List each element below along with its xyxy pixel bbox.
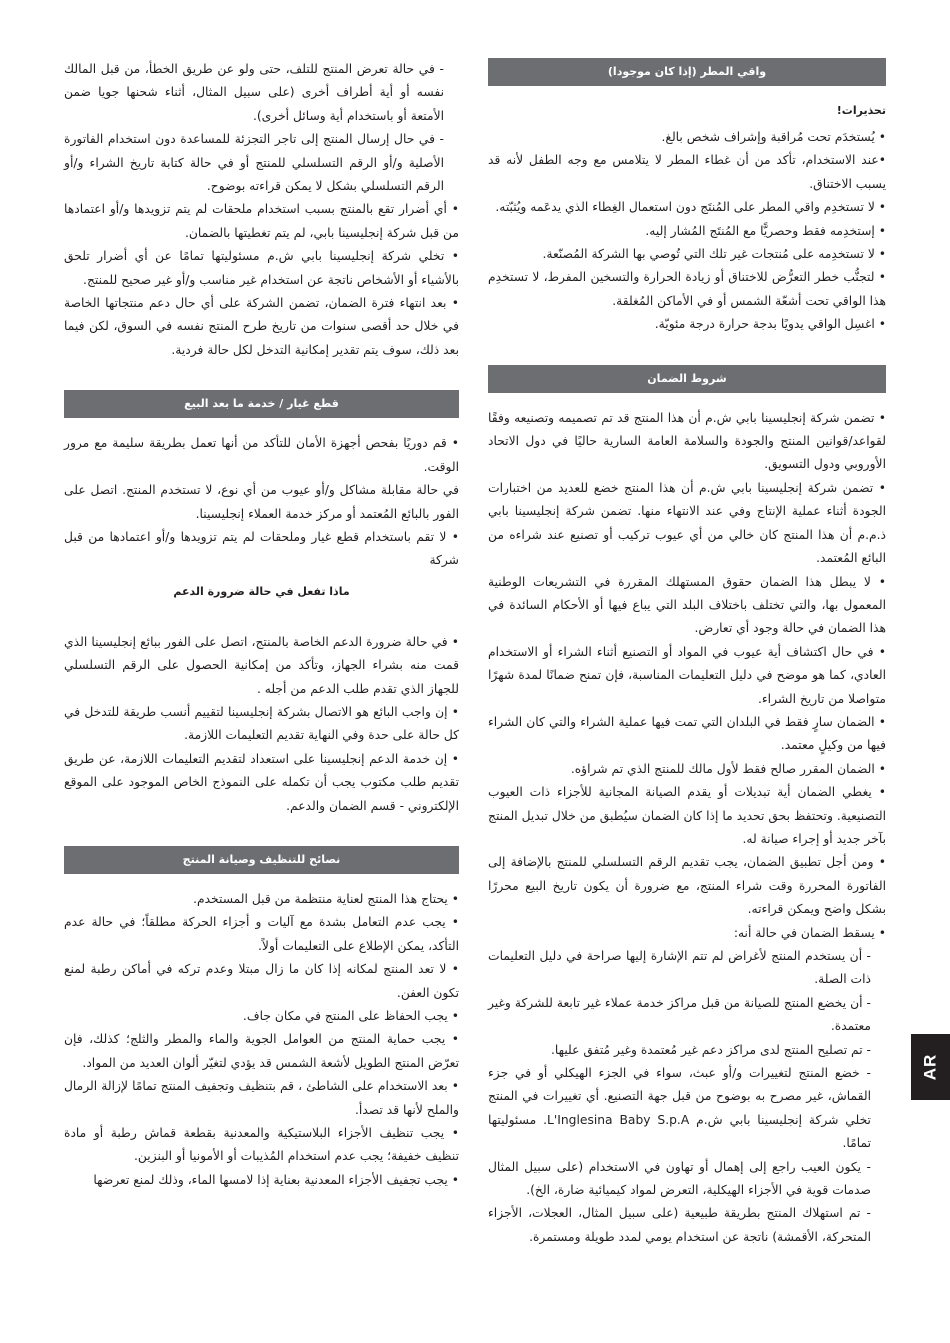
list-item: • يحتاج هذا المنتج لعناية منتظمة من قبل المستخدم. — [193, 891, 459, 906]
list-item: •عند الاستخدام، تأكد من أن غطاء المطر لا يتلامس مع وجه الطفل لأنه قد يسبب الاختناق. — [488, 153, 886, 191]
list-item: • يجب عدم التعامل بشدة مع آليات و أجزاء الحركة مطلقاً؛ في حالة عدم التأكد، يمكن الإطلاع على التعليمات أولاً. — [64, 915, 459, 953]
list-item: • قم دوريًا بفحص أجهزة الأمان للتأكد من أنها تعمل بطريقة سليمة مع مرور الوقت. — [64, 436, 459, 474]
care-list — [64, 888, 459, 1192]
sub-list-item: - أن يستخدم المنتج لأغراض لم تتم الإشارة إليها صراحة في دليل التعليمات ذات الصلة. — [488, 949, 871, 987]
list-item: • أي أضرار تقع بالمنتج بسبب استخدام ملحقات لم يتم تزويدها و/أو اعتمادها من قبل شركة إنجليسينا بابي، لم يتم تغطيتها بالضمان. — [64, 202, 459, 240]
language-tab-label: AR — [920, 1053, 940, 1081]
warnings-heading: تحذيرات! — [836, 104, 886, 117]
list-item: • يُستخدَم تحت مُراقبة وإشراف شخص بالغ. — [661, 130, 886, 144]
list-item: • اغسِل الواقي يدويًا بدجة حرارة درجة مئويّة. — [654, 317, 886, 332]
sub-list-item: - تم تصليح المنتج لدى مراكز دعم غير مُعتمدة وغير مُتفق عليها. — [551, 1042, 871, 1057]
support-list — [64, 631, 459, 818]
rain-cover-title: واقي المطر (إذا كان موجودا) — [488, 58, 886, 86]
sub-list-item: - خضع المنتج لتغييرات و/أو عبث، سواء في الجزء الهيكلي أو في جزء القماش، غير مصرح به بوضوح من قبل جهة التصنيع. أي تغييرات في المنتج تخلي شركة إنجليسينا بابي ش.م L'Inglesina Baby S.p.A. مسئوليتها تمامًا. — [488, 1066, 871, 1151]
list-item: • لتجنُّب خطر التعرُّض للاختناق أو زيادة الحرارة والتسخين المفرط، لا تستخدِم هذا الواقي تحت أشعّة الشمس أو في الأماكن المُغلقة. — [488, 270, 886, 308]
warranty-continued-list — [64, 58, 459, 362]
list-item: • تضمن شركة إنجليسينا بابي ش.م أن هذا المنتج خضع للعديد من اختبارات الجودة أثناء عملية الإنتاج وفي عند الانتهاء منها. تضمن شركة إنجليسينا بابي ذ.م.م أن هذا المنتج كان خالي من أي عيوب تركيب أو تصنيع عند شراءه من البائع المُعتمد. — [488, 480, 886, 566]
warranty-list — [488, 407, 886, 1250]
list-item: • بعد الاستخدام على الشاطئ ، قم بتنظيف وتجفيف المنتج تمامًا لإزالة الرمال والملح لأنها قد تصدأ. — [64, 1079, 459, 1117]
sub-list-item: - في حال إرسال المنتج إلى تاجر التجزئة للمساعدة دون استخدام الفاتورة الأصلية و/أو الرقم التسلسلي للمنتج أو في حالة كتابة تاريخ الشراء و/أو الرقم التسلسلي بشكل لا يمكن قراءته بوضوح. — [64, 132, 444, 194]
care-title: نصائح للتنظيف وصيانة المنتج — [64, 846, 459, 874]
list-item: • يجب تجفيف الأجزاء المعدنية بعناية إذا لامسها الماء، وذلك لمنع تعرضها — [93, 1172, 459, 1187]
rain-cover-list — [488, 126, 886, 337]
spare-parts-title: قطع غيار / خدمة ما بعد البيع — [64, 390, 459, 418]
list-item: • لا تعد المنتج لمكانه إذا كان ما زال مبتلا وعدم تركه في أماكن رطبة لمنع تكون العفن. — [64, 962, 459, 1000]
list-item: • الضمان المقرر صالح فقط لأول مالك للمنتج الذي تم شراؤه. — [570, 761, 886, 776]
list-item: • يجب حماية المنتج من العوامل الجوية والماء والمطر والثلج؛ كذلك، فإن تعرّض المنتج الطويل لأشعة الشمس قد يؤدي لتغيّر ألوان العديد من المواد. — [64, 1032, 459, 1070]
list-item: • إن واجب البائع هو الاتصال بشركة إنجليسينا لتقييم أنسب طريقة للتدخل في كل حالة على حدة وفي النهاية تقديم التعليمات اللازمة. — [64, 704, 459, 743]
list-item: • تخلي شركة إنجليسينا بابي ش.م مسئوليتها تمامًا عن أي أضرار تلحق بالأشياء أو الأشخاص ناتجة عن استخدام غير مناسب و/أو غير صحيح للمنتج. — [64, 249, 459, 287]
sub-list-item: - في حالة تعرض المنتج للتلف، حتى ولو عن طريق الخطأ، من قبل المالك نفسه أو أية أطراف أخرى (على سبيل المثال، أثناء شحنها جويا ضمن الأمتعة أو باستخدام أية وسائل أخرى). — [64, 62, 444, 123]
sub-list-item: - تم استهلاك المنتج بطريقة طبيعية (على سبيل المثال، العجلات، الأجزاء المتحركة، الأقمشة) ناتجة عن استخدام يومي لمدد طويلة ومستمرة. — [488, 1206, 871, 1244]
list-item: • تضمن شركة إنجليسينا بابي ش.م أن هذا المنتج قد تم تصميمه وتصنيعه وفقًا لقواعد/قوانين المنتج والجودة والسلامة العامة السارية حاليًا في دول الاتحاد الأوروبي ودول التسويق. — [488, 410, 886, 472]
list-item: • يسقط الضمان في حالة أنه: — [733, 925, 886, 940]
spare-parts-list — [64, 432, 459, 572]
list-item: • لا يبطل هذا الضمان حقوق المستهلك المقررة في التشريعات الوطنية المعمول بها، والتي تختلف باختلاف البلد التي يباع فيها أو الأحكام السائدة في هذا الضمان في حالة وجود أي تعارض. — [488, 574, 886, 636]
list-item: • إستخدِمه فقط وحصريًّا مع المُنتَج المُشار إليه. — [645, 223, 886, 238]
list-item: • في حال اكتشاف أية عيوب في المواد أو التصنيع أثناء الشراء أو الاستخدام العادي، كما هو موضح في دليل التعليمات المناسبة، فإن تمنح ضمانًا لمدة شهرًا متواصلا من تاريخ الشراء. — [488, 644, 886, 706]
right-column — [488, 58, 886, 1249]
support-heading: ماذا تفعل في حالة ضرورة الدعم — [173, 584, 350, 598]
list-item: • ومن أجل تطبيق الضمان، يجب تقديم الرقم التسلسلي للمنتج بالإضافة إلى الفاتورة المحررة وقت شراء المنتج، مع ضرورة أن يكون تاريخ البيع محررًا بشكل واضح ويمكن قراءته. — [488, 855, 886, 917]
list-item: • لا تستخدِمه على مُنتجات غير تلك التي تُوصي بها الشركة المُصنّعة. — [542, 247, 886, 262]
list-item: • لا تستخدِم واقي المطر على المُنتَج دون استعمال الغِطاء الذي يدعَمه ويُثبّته. — [495, 200, 886, 215]
language-tab — [911, 1034, 950, 1100]
warranty-title: شروط الضمان — [488, 365, 886, 393]
list-item: • في حالة ضرورة الدعم الخاصة بالمنتج، اتصل على الفور ببائع إنجليسينا الذي قمت منه بشراء الجهاز، وتأكد من إمكانية الحصول على الرقم التسلسلي للجهاز الذي تقدم طلب الدعم من أجله . — [64, 634, 459, 696]
list-item: • لا تقم باستخدام قطع غيار وملحقات لم يتم تزويدها و/أو اعتمادها من قبل شركة — [64, 529, 459, 568]
list-item: • بعد انتهاء فترة الضمان، تضمن الشركة على أي حال دعم منتجاتها الخاصة في خلال حد أقصى سنوات من تاريخ طرح المنتج نفسه في السوق، لكن فيما بعد ذلك، سوف يتم تقدير إمكانية التدخل لكل حالة فردية. — [64, 296, 459, 357]
list-item: • الضمان سارٍ فقط في البلدان التي تمت فيها عملية الشراء والتي كان الشراء فيها من وكيلٍ معتمد. — [488, 714, 886, 753]
list-item: • إن خدمة الدعم إنجليسينا على استعداد لتقديم التعليمات اللازمة، عن طريق تقديم طلب مكتوب يجب أن تكمله على النموذج الخاص الموجود على الموقع الإلكتروني - قسم الضمان والدعم. — [64, 751, 459, 813]
sub-list-item: - يكون العيب راجع إلى إهمال أو تهاون في الاستخدام (على سبيل المثال صدمات قوية في الأجزاء الهيكلية، التعرض لمواد كيميائية ضارة، الخ). — [488, 1159, 871, 1198]
sub-list-item: - أن يخضع المنتج للصيانة من قبل مراكز خدمة عملاء غير تابعة للشركة وغير معتمدة. — [488, 995, 871, 1034]
list-item: في حالة مقابلة مشاكل و/أو عيوب من أي نوع، لا تستخدم المنتج. اتصل على الفور بالبائع المُعتمد أو مركز خدمة العملاء إنجليسينا. — [64, 483, 459, 521]
left-column — [64, 58, 459, 1192]
list-item: • يغطي الضمان أية تبديلات أو يقدم الصيانة المجانية للأجزاء ذات العيوب التصنيعية. وتحتفظ بحق تحديد ما إذا كان الضمان سيُطبق من خلال تبديل المنتج بآخر جديد أو إجراء صيانة له. — [488, 785, 886, 846]
list-item: • يجب تنظيف الأجزاء البلاستيكية والمعدنية بقطعة قماش رطبة أو مادة تنظيف خفيفة؛ يجب عدم استخدام المُذيبات أو الأمونيا أو البنزين. — [64, 1126, 459, 1164]
list-item: • يجب الحفاظ على المنتج في مكان جاف. — [242, 1009, 459, 1023]
